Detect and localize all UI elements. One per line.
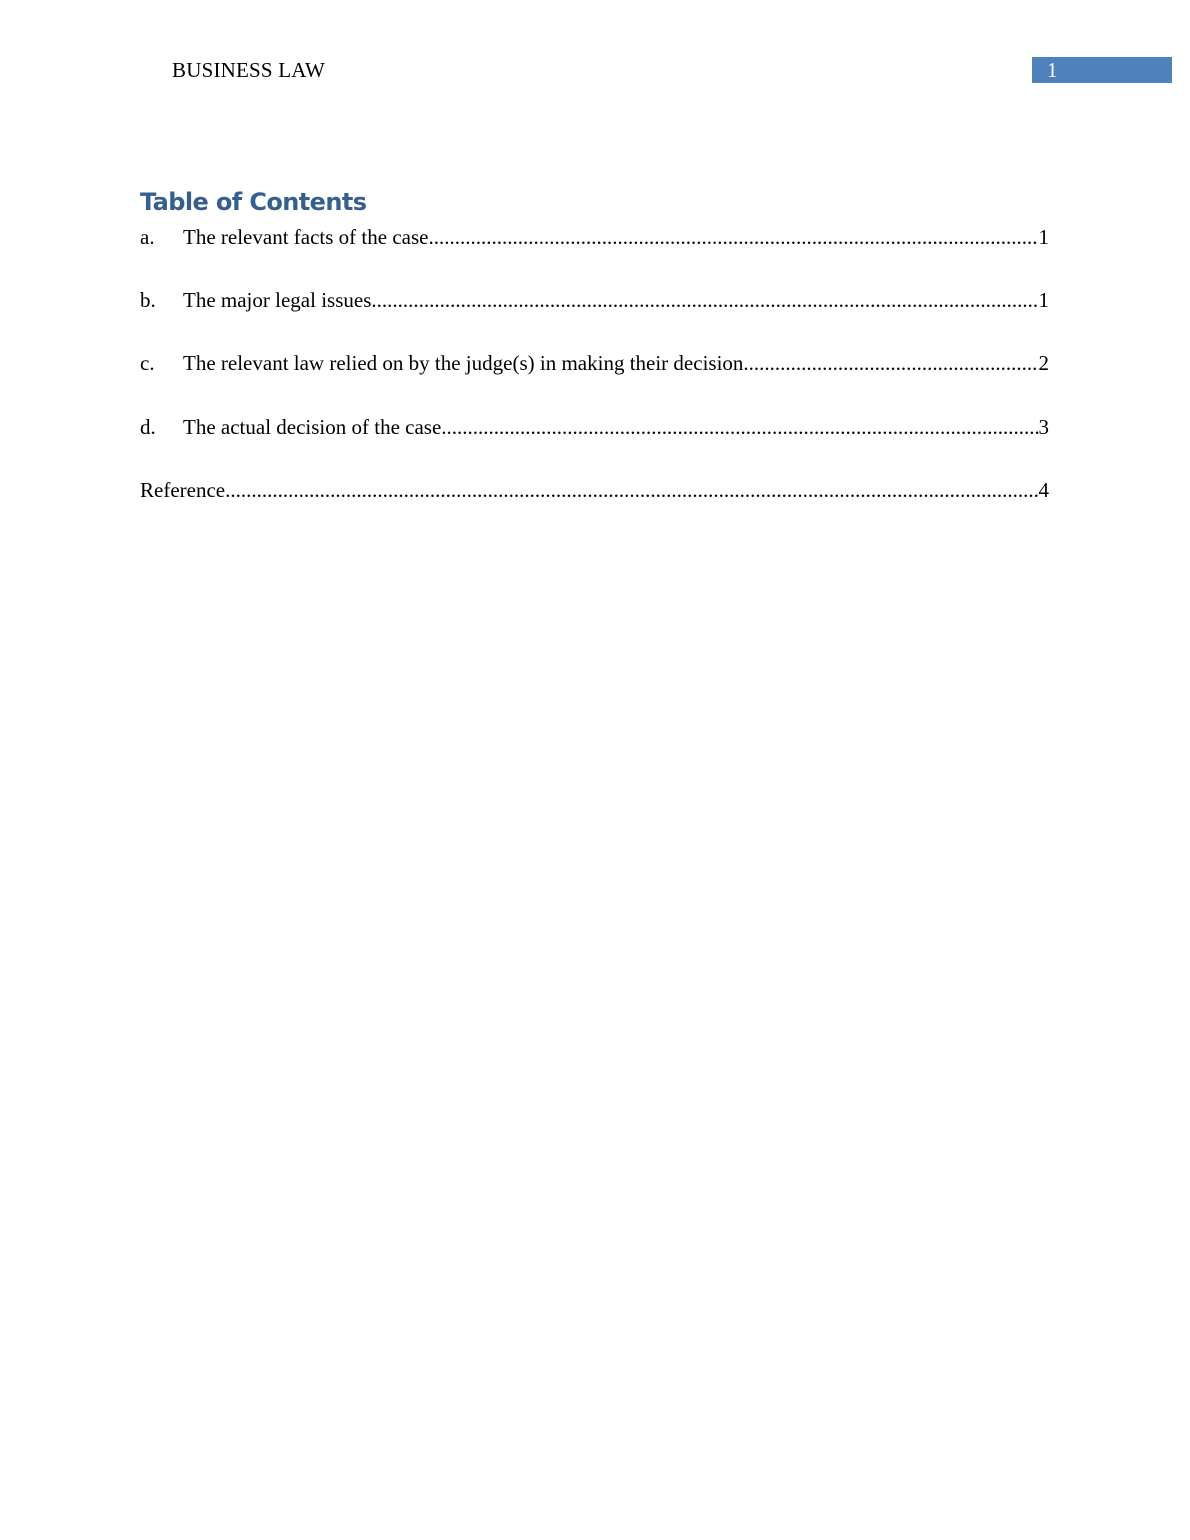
toc-dot-leader [428, 222, 1038, 252]
toc-entry-relevant-law[interactable] [140, 348, 1049, 378]
toc-entry-reference[interactable] [140, 475, 1049, 505]
toc-dot-leader [441, 412, 1038, 442]
toc-entry-page: 3 [1038, 415, 1049, 439]
toc-entry-page: 1 [1038, 288, 1049, 312]
toc-dot-leader [225, 475, 1038, 505]
toc-entry-page: 1 [1038, 225, 1049, 249]
toc-entry-label: Reference [140, 478, 226, 502]
toc-heading: Table of Contents [140, 188, 367, 216]
page-number: 1 [1047, 58, 1058, 82]
toc-entry-label: The relevant facts of the case [183, 225, 429, 249]
toc-entry-page: 4 [1038, 478, 1049, 502]
toc-dot-leader [743, 348, 1038, 378]
toc-entry-label: The actual decision of the case [183, 415, 442, 439]
running-header-title: BUSINESS LAW [172, 58, 325, 82]
toc-dot-leader [371, 285, 1038, 315]
toc-entry-label: The major legal issues [183, 288, 372, 312]
toc-entry-label: The relevant law relied on by the judge(s) in making their decision [183, 351, 744, 375]
toc-entry-decision[interactable] [140, 412, 1049, 442]
toc-entry-marker: b. [140, 288, 156, 312]
toc-entry-marker: c. [140, 351, 155, 375]
toc-entry-legal-issues[interactable] [140, 285, 1049, 315]
toc-entry-marker: a. [140, 225, 155, 249]
toc-entry-marker: d. [140, 415, 156, 439]
page-number-badge [1032, 57, 1172, 83]
toc-entry-facts[interactable] [140, 222, 1049, 252]
toc-entry-page: 2 [1038, 351, 1049, 375]
